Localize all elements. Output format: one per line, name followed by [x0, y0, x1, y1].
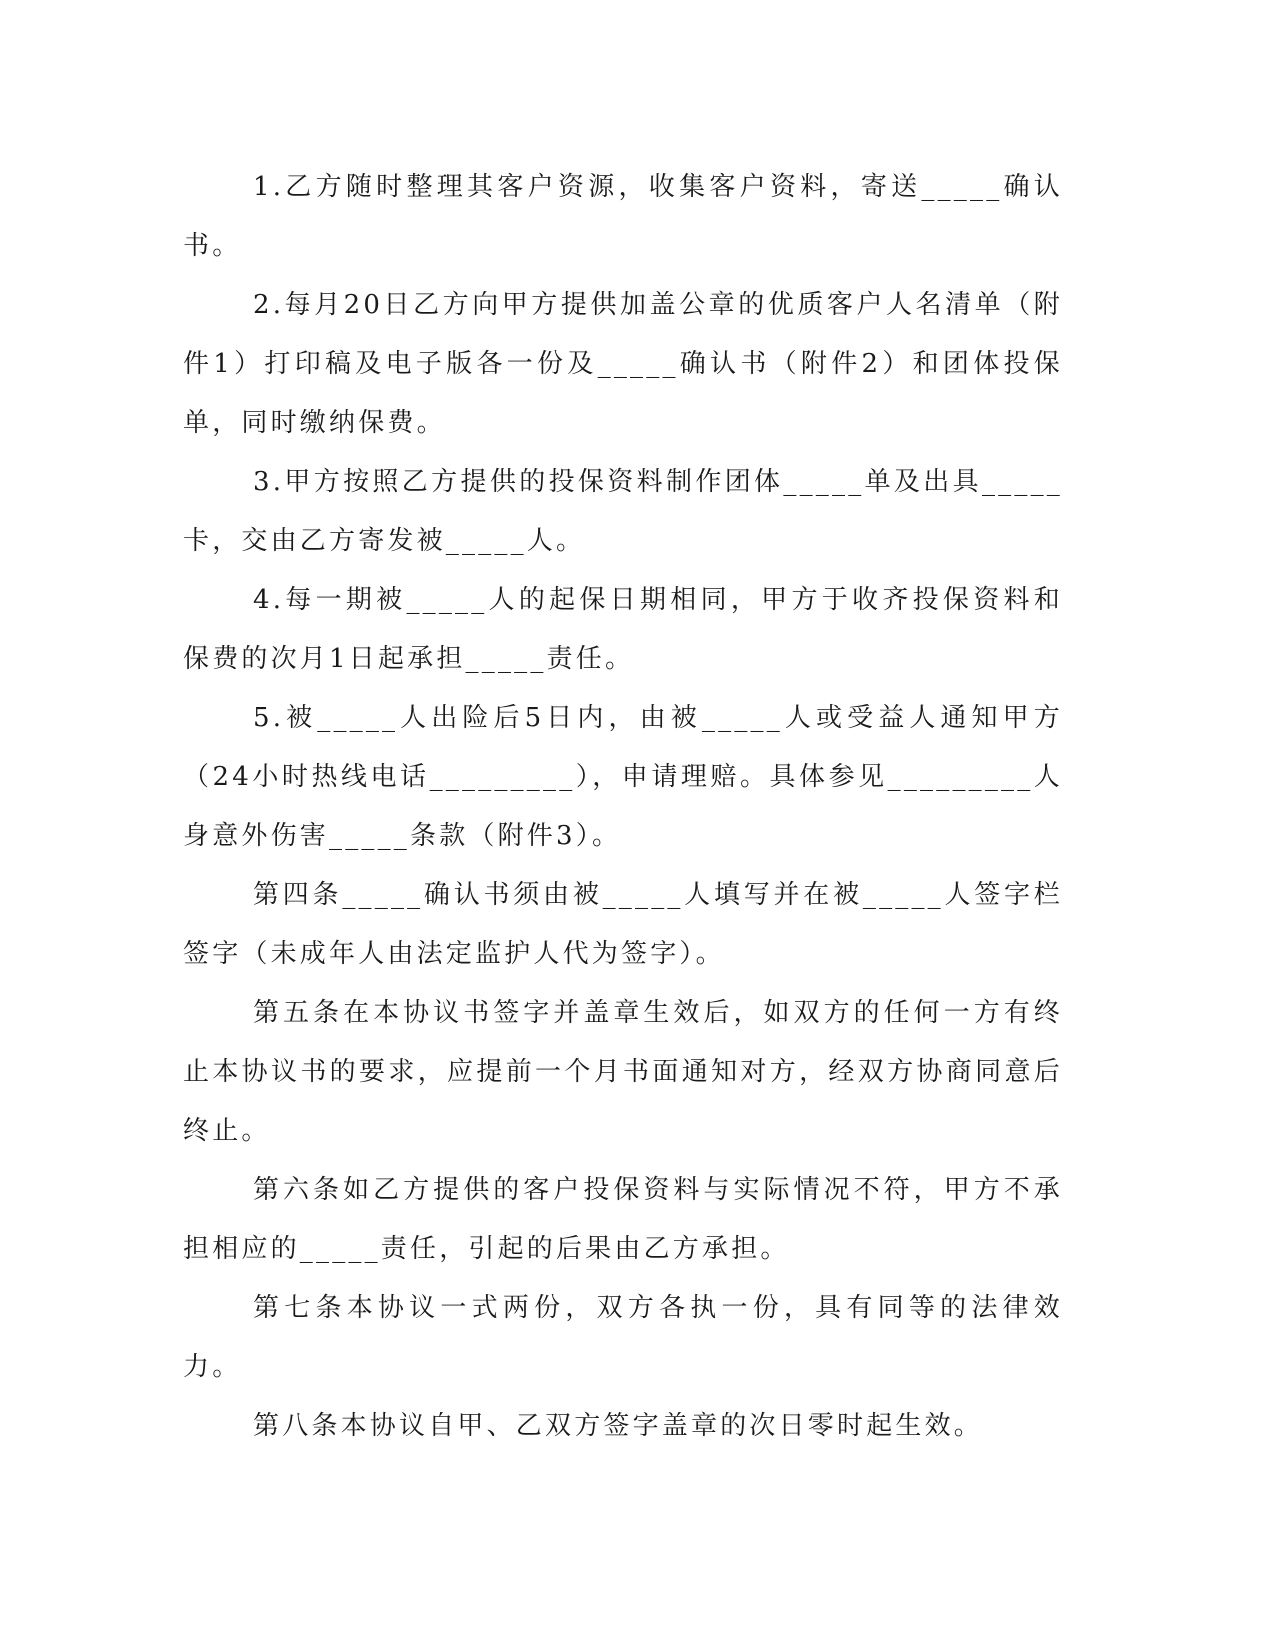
paragraph-clause-5: 5.被_____人出险后5日内，由被_____人或受益人通知甲方（24小时热线电话_________），申请理赔。具体参见_________人身意外伤害_____条款（附件3）。	[183, 703, 1063, 851]
paragraph-article-4: 第四条_____确认书须由被_____人填写并在被_____人签字栏签字（未成年人由法定监护人代为签字）。	[183, 880, 1063, 969]
paragraph-clause-1: 1.乙方随时整理其客户资源，收集客户资料，寄送_____确认书。	[183, 172, 1063, 261]
paragraph-clause-3: 3.甲方按照乙方提供的投保资料制作团体_____单及出具_____卡，交由乙方寄发被_____人。	[183, 467, 1063, 556]
paragraph-article-8: 第八条本协议自甲、乙双方签字盖章的次日零时起生效。	[253, 1411, 984, 1441]
paragraph-article-5: 第五条在本协议书签字并盖章生效后，如双方的任何一方有终止本协议书的要求，应提前一个月书面通知对方，经双方协商同意后终止。	[183, 998, 1063, 1146]
paragraph-clause-2: 2.每月20日乙方向甲方提供加盖公章的优质客户人名清单（附件1）打印稿及电子版各一份及_____确认书（附件2）和团体投保单，同时缴纳保费。	[183, 290, 1063, 438]
paragraph-article-7: 第七条本协议一式两份，双方各执一份，具有同等的法律效力。	[183, 1293, 1063, 1382]
paragraph-clause-4: 4.每一期被_____人的起保日期相同，甲方于收齐投保资料和保费的次月1日起承担_____责任。	[183, 585, 1063, 674]
document-body	[183, 158, 1063, 1456]
paragraph-article-6: 第六条如乙方提供的客户投保资料与实际情况不符，甲方不承担相应的_____责任，引起的后果由乙方承担。	[183, 1175, 1063, 1264]
